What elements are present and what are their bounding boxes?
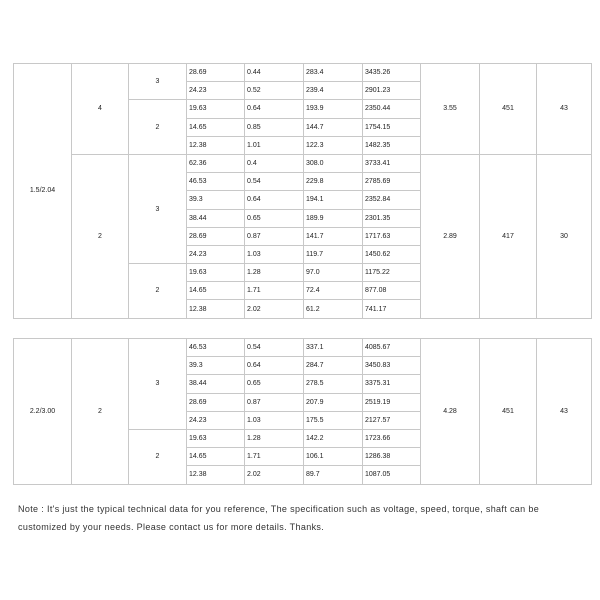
data-cell: 39.3	[187, 191, 245, 209]
data-cell: 1.71	[245, 448, 304, 466]
data-cell: 12.38	[187, 136, 245, 154]
data-cell: 1087.05	[363, 466, 421, 484]
data-cell: 38.44	[187, 375, 245, 393]
data-cell: 0.87	[245, 227, 304, 245]
note-line-2: customized by your needs. Please contact us for more details. Thanks.	[18, 522, 325, 532]
data-cell: 3375.31	[363, 375, 421, 393]
poles-cell: 2	[72, 154, 129, 318]
data-cell: 1.28	[245, 264, 304, 282]
current-cell: 3.55	[421, 64, 480, 155]
stage-cell: 2	[129, 264, 187, 319]
value-b-cell: 451	[480, 64, 537, 155]
data-cell: 207.9	[304, 393, 363, 411]
data-cell: 0.4	[245, 154, 304, 172]
data-cell: 141.7	[304, 227, 363, 245]
value-c-cell: 30	[537, 154, 592, 318]
data-cell: 38.44	[187, 209, 245, 227]
data-cell: 106.1	[304, 448, 363, 466]
data-cell: 97.0	[304, 264, 363, 282]
data-cell: 877.08	[363, 282, 421, 300]
data-cell: 229.8	[304, 173, 363, 191]
data-cell: 0.65	[245, 375, 304, 393]
data-cell: 1.01	[245, 136, 304, 154]
data-cell: 144.7	[304, 118, 363, 136]
data-cell: 46.53	[187, 339, 245, 357]
data-cell: 24.23	[187, 245, 245, 263]
stage-cell: 3	[129, 154, 187, 263]
table-row	[14, 64, 592, 82]
value-c-cell: 43	[537, 339, 592, 485]
power-cell: 2.2/3.00	[14, 339, 72, 485]
data-cell: 142.2	[304, 429, 363, 447]
data-cell: 2901.23	[363, 82, 421, 100]
section-body	[14, 339, 592, 485]
table-row	[14, 154, 592, 172]
current-cell: 4.28	[421, 339, 480, 485]
data-cell: 2519.19	[363, 393, 421, 411]
data-cell: 239.4	[304, 82, 363, 100]
note-line-1: Note : It's just the typical technical data for you reference, The specification such as voltage, speed, torque, shaft can be	[18, 504, 540, 514]
data-cell: 308.0	[304, 154, 363, 172]
data-cell: 2785.69	[363, 173, 421, 191]
data-cell: 14.65	[187, 282, 245, 300]
power-cell: 1.5/2.04	[14, 64, 72, 319]
data-cell: 0.65	[245, 209, 304, 227]
poles-cell: 4	[72, 64, 129, 155]
note-text	[18, 500, 588, 536]
data-cell: 1.03	[245, 411, 304, 429]
data-cell: 278.5	[304, 375, 363, 393]
data-cell: 1.71	[245, 282, 304, 300]
data-cell: 1717.63	[363, 227, 421, 245]
value-b-cell: 451	[480, 339, 537, 485]
data-cell: 193.9	[304, 100, 363, 118]
data-cell: 0.52	[245, 82, 304, 100]
spec-table-section-1	[13, 63, 592, 319]
data-cell: 3435.26	[363, 64, 421, 82]
data-cell: 1450.62	[363, 245, 421, 263]
data-cell: 4085.67	[363, 339, 421, 357]
data-cell: 283.4	[304, 64, 363, 82]
data-cell: 122.3	[304, 136, 363, 154]
data-cell: 1.28	[245, 429, 304, 447]
data-cell: 194.1	[304, 191, 363, 209]
spec-table-section-2	[13, 338, 592, 485]
table-row	[14, 339, 592, 357]
data-cell: 3450.83	[363, 357, 421, 375]
data-cell: 2350.44	[363, 100, 421, 118]
data-cell: 0.64	[245, 100, 304, 118]
data-cell: 1286.38	[363, 448, 421, 466]
data-cell: 19.63	[187, 100, 245, 118]
data-cell: 1.03	[245, 245, 304, 263]
data-cell: 1482.35	[363, 136, 421, 154]
stage-cell: 2	[129, 429, 187, 484]
stage-cell: 2	[129, 100, 187, 155]
data-cell: 39.3	[187, 357, 245, 375]
data-cell: 72.4	[304, 282, 363, 300]
data-cell: 189.9	[304, 209, 363, 227]
data-cell: 1723.66	[363, 429, 421, 447]
stage-cell: 3	[129, 64, 187, 100]
data-cell: 19.63	[187, 264, 245, 282]
data-cell: 14.65	[187, 118, 245, 136]
data-cell: 12.38	[187, 466, 245, 484]
data-cell: 14.65	[187, 448, 245, 466]
data-cell: 61.2	[304, 300, 363, 318]
data-cell: 3733.41	[363, 154, 421, 172]
data-cell: 0.85	[245, 118, 304, 136]
poles-cell: 2	[72, 339, 129, 485]
data-cell: 337.1	[304, 339, 363, 357]
value-b-cell: 417	[480, 154, 537, 318]
data-cell: 1754.15	[363, 118, 421, 136]
data-cell: 2127.57	[363, 411, 421, 429]
data-cell: 2.02	[245, 300, 304, 318]
data-cell: 0.54	[245, 339, 304, 357]
data-cell: 62.36	[187, 154, 245, 172]
data-cell: 2352.84	[363, 191, 421, 209]
stage-cell: 3	[129, 339, 187, 430]
data-cell: 1175.22	[363, 264, 421, 282]
data-cell: 46.53	[187, 173, 245, 191]
section-body	[14, 64, 592, 319]
data-cell: 0.54	[245, 173, 304, 191]
data-cell: 2301.35	[363, 209, 421, 227]
data-cell: 119.7	[304, 245, 363, 263]
value-c-cell: 43	[537, 64, 592, 155]
data-cell: 284.7	[304, 357, 363, 375]
data-cell: 24.23	[187, 411, 245, 429]
data-cell: 24.23	[187, 82, 245, 100]
data-cell: 2.02	[245, 466, 304, 484]
data-cell: 28.69	[187, 393, 245, 411]
current-cell: 2.89	[421, 154, 480, 318]
data-cell: 0.64	[245, 191, 304, 209]
data-cell: 0.87	[245, 393, 304, 411]
data-cell: 175.5	[304, 411, 363, 429]
data-cell: 19.63	[187, 429, 245, 447]
data-cell: 28.69	[187, 227, 245, 245]
data-cell: 0.64	[245, 357, 304, 375]
data-cell: 28.69	[187, 64, 245, 82]
data-cell: 741.17	[363, 300, 421, 318]
data-cell: 89.7	[304, 466, 363, 484]
data-cell: 12.38	[187, 300, 245, 318]
data-cell: 0.44	[245, 64, 304, 82]
